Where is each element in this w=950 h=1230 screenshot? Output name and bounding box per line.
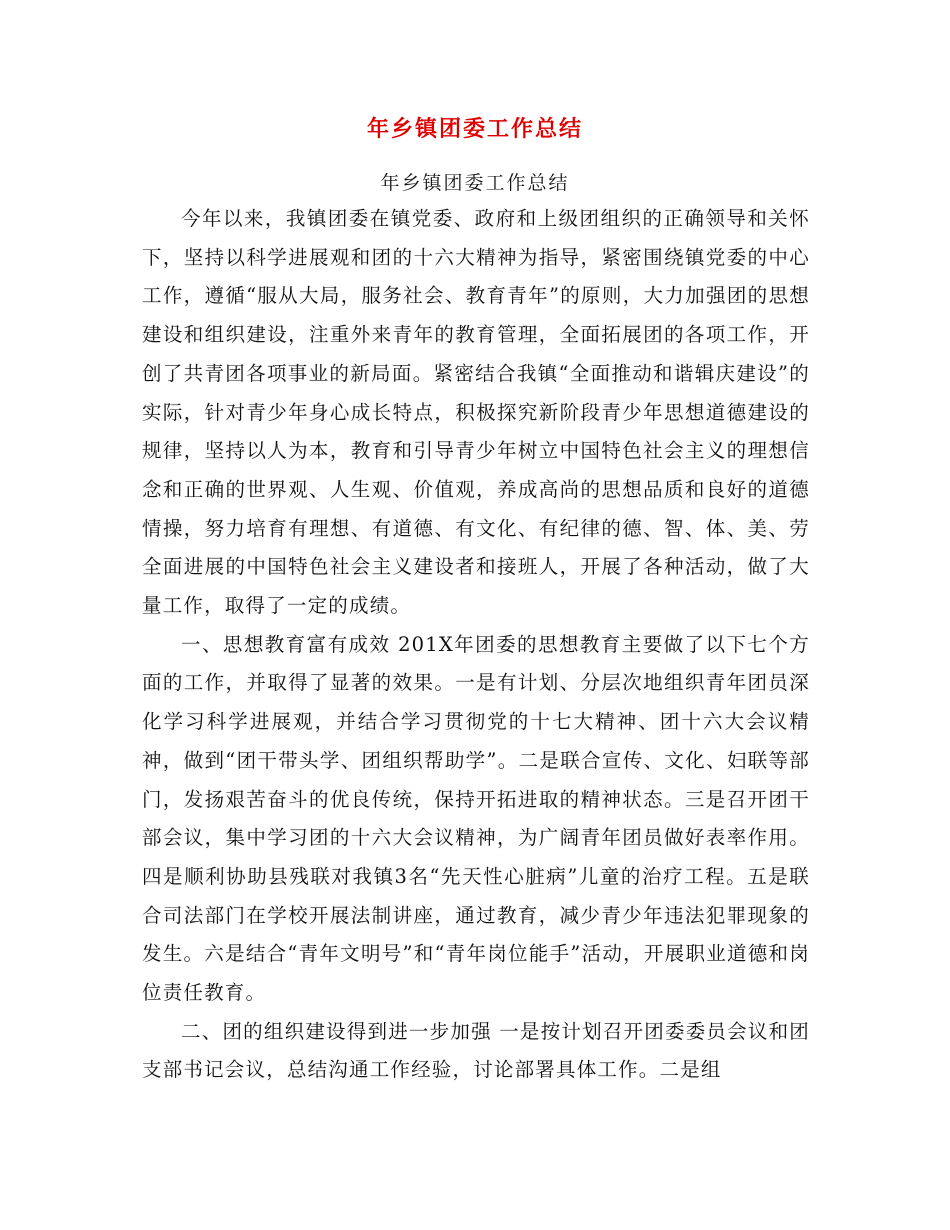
- paragraph-organization-building: 二、团的组织建设得到进一步加强 一是按计划召开团委委员会议和团支部书记会议，总结沟通工作经验，讨论部署具体工作。二是组: [142, 1019, 810, 1082]
- paragraph-intro: 今年以来，我镇团委在镇党委、政府和上级团组织的正确领导和关怀下，坚持以科学进展观和团的十六大精神为指导，紧密围绕镇党委的中心工作，遵循“服从大局，服务社会、教育青年”的原则，大力加强团的思想建设和组织建设，注重外来青年的教育管理，全面拓展团的各项工作，开创了共青团各项事业的新局面。紧密结合我镇“全面推动和谐辑庆建设”的实际，针对青少年身心成长特点，积极探究新阶段青少年思想道德建设的规律，坚持以人为本，教育和引导青少年树立中国特色社会主义的理想信念和正确的世界观、人生观、价值观，养成高尚的思想品质和良好的道德情操，努力培育有理想、有道德、有文化、有纪律的德、智、体、美、劳全面进展的中国特色社会主义建设者和接班人，开展了各种活动，做了大量工作，取得了一定的成绩。: [142, 207, 810, 618]
- document-title: 年乡镇团委工作总结: [366, 116, 583, 142]
- paragraph-ideological-education: 一、思想教育富有成效 201X年团委的思想教育主要做了以下七个方面的工作，并取得了显著的效果。一是有计划、分层次地组织青年团员深化学习科学进展观，并结合学习贯彻党的十七大精神、团十六大会议精神，做到“团干带头学、团组织帮助学”。二是联合宣传、文化、妇联等部门，发扬艰苦奋斗的优良传统，保持开拓进取的精神状态。三是召开团干部会议，集中学习团的十六大会议精神，为广阔青年团员做好表率作用。四是顺利协助县残联对我镇3名“先天性心脏病”儿童的治疗工程。五是联合司法部门在学校开展法制讲座，通过教育，减少青少年违法犯罪现象的发生。六是结合“青年文明号”和“青年岗位能手”活动，开展职业道德和岗位责任教育。: [142, 632, 810, 1005]
- document-subtitle: 年乡镇团委工作总结: [380, 172, 570, 194]
- document-body: [142, 200, 810, 1090]
